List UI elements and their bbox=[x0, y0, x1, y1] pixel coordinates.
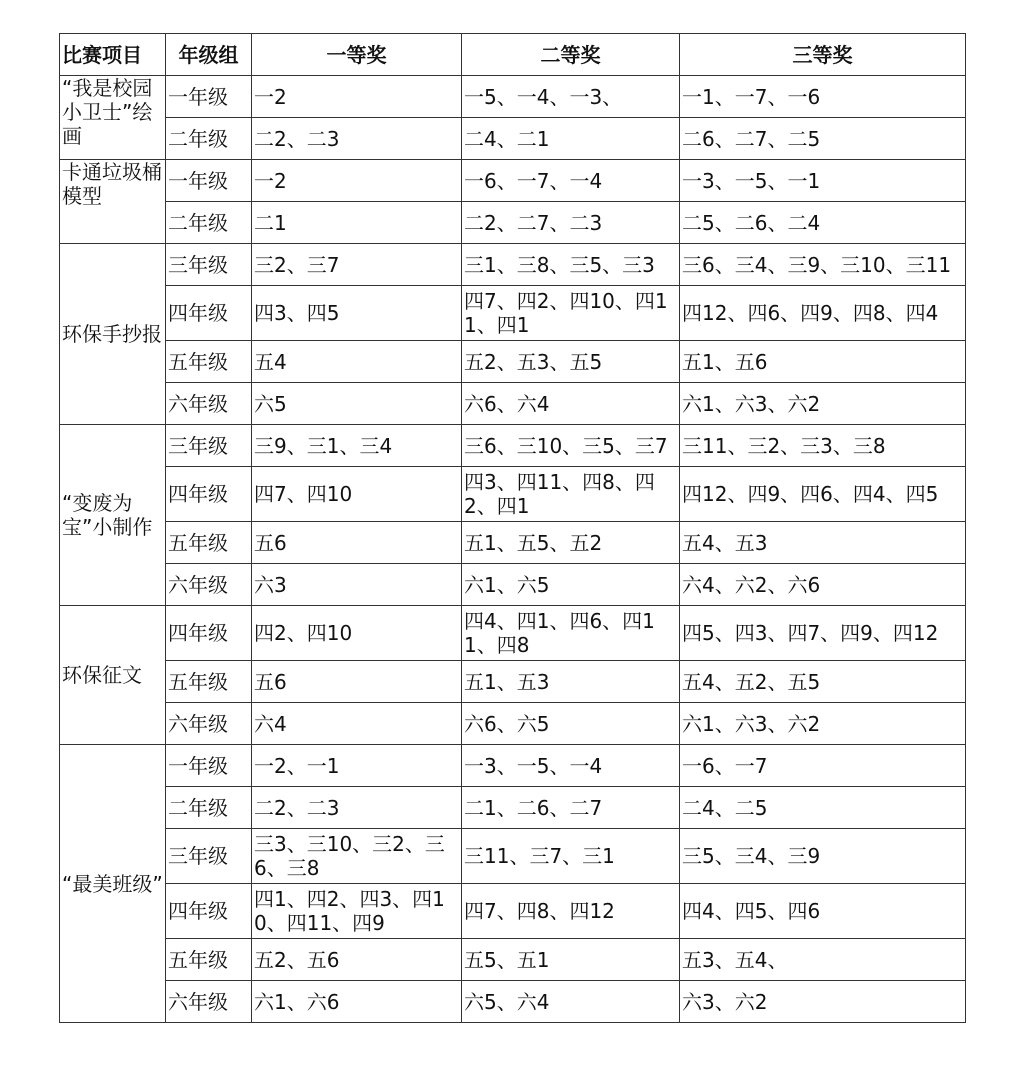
header-second-prize: 二等奖 bbox=[462, 34, 680, 76]
second-prize-cell: 二4、二1 bbox=[462, 118, 680, 160]
header-item: 比赛项目 bbox=[60, 34, 166, 76]
second-prize-cell: 二2、二7、二3 bbox=[462, 202, 680, 244]
grade-cell: 一年级 bbox=[166, 76, 252, 118]
table-row bbox=[60, 884, 966, 939]
first-prize-cell: 一2 bbox=[252, 76, 462, 118]
table-row bbox=[60, 425, 966, 467]
table-row bbox=[60, 341, 966, 383]
third-prize-cell: 六4、六2、六6 bbox=[680, 564, 966, 606]
grade-cell: 三年级 bbox=[166, 425, 252, 467]
item-cell: “最美班级” bbox=[60, 745, 166, 1023]
table-row bbox=[60, 118, 966, 160]
awards-table bbox=[59, 33, 966, 1023]
grade-cell: 四年级 bbox=[166, 467, 252, 522]
second-prize-cell: 三1、三8、三5、三3 bbox=[462, 244, 680, 286]
grade-cell: 二年级 bbox=[166, 202, 252, 244]
second-prize-cell: 六6、六4 bbox=[462, 383, 680, 425]
third-prize-cell: 五4、五3 bbox=[680, 522, 966, 564]
third-prize-cell: 一6、一7 bbox=[680, 745, 966, 787]
grade-cell: 四年级 bbox=[166, 286, 252, 341]
first-prize-cell: 五2、五6 bbox=[252, 939, 462, 981]
second-prize-cell: 四7、四8、四12 bbox=[462, 884, 680, 939]
first-prize-cell: 四1、四2、四3、四10、四11、四9 bbox=[252, 884, 462, 939]
third-prize-cell: 二4、二5 bbox=[680, 787, 966, 829]
first-prize-cell: 五6 bbox=[252, 522, 462, 564]
third-prize-cell: 四12、四6、四9、四8、四4 bbox=[680, 286, 966, 341]
third-prize-cell: 四5、四3、四7、四9、四12 bbox=[680, 606, 966, 661]
first-prize-cell: 四3、四5 bbox=[252, 286, 462, 341]
item-cell: “变废为宝”小制作 bbox=[60, 425, 166, 606]
second-prize-cell: 六6、六5 bbox=[462, 703, 680, 745]
first-prize-cell: 四7、四10 bbox=[252, 467, 462, 522]
grade-cell: 一年级 bbox=[166, 160, 252, 202]
header-row bbox=[60, 34, 966, 76]
third-prize-cell: 六1、六3、六2 bbox=[680, 383, 966, 425]
first-prize-cell: 五4 bbox=[252, 341, 462, 383]
table-row bbox=[60, 286, 966, 341]
second-prize-cell: 二1、二6、二7 bbox=[462, 787, 680, 829]
item-cell: 环保手抄报 bbox=[60, 244, 166, 425]
second-prize-cell: 六1、六5 bbox=[462, 564, 680, 606]
table-row bbox=[60, 829, 966, 884]
grade-cell: 五年级 bbox=[166, 661, 252, 703]
second-prize-cell: 一6、一7、一4 bbox=[462, 160, 680, 202]
third-prize-cell: 四4、四5、四6 bbox=[680, 884, 966, 939]
table-row bbox=[60, 160, 966, 202]
first-prize-cell: 六4 bbox=[252, 703, 462, 745]
first-prize-cell: 一2 bbox=[252, 160, 462, 202]
third-prize-cell: 一3、一5、一1 bbox=[680, 160, 966, 202]
second-prize-cell: 一5、一4、一3、 bbox=[462, 76, 680, 118]
second-prize-cell: 四4、四1、四6、四11、四8 bbox=[462, 606, 680, 661]
grade-cell: 二年级 bbox=[166, 787, 252, 829]
item-cell: 环保征文 bbox=[60, 606, 166, 745]
table-row bbox=[60, 661, 966, 703]
grade-cell: 五年级 bbox=[166, 522, 252, 564]
first-prize-cell: 二2、二3 bbox=[252, 118, 462, 160]
third-prize-cell: 六3、六2 bbox=[680, 981, 966, 1023]
second-prize-cell: 五1、五3 bbox=[462, 661, 680, 703]
third-prize-cell: 五3、五4、 bbox=[680, 939, 966, 981]
table-row bbox=[60, 939, 966, 981]
grade-cell: 六年级 bbox=[166, 981, 252, 1023]
first-prize-cell: 一2、一1 bbox=[252, 745, 462, 787]
grade-cell: 六年级 bbox=[166, 703, 252, 745]
third-prize-cell: 六1、六3、六2 bbox=[680, 703, 966, 745]
third-prize-cell: 一1、一7、一6 bbox=[680, 76, 966, 118]
table-row bbox=[60, 703, 966, 745]
second-prize-cell: 六5、六4 bbox=[462, 981, 680, 1023]
grade-cell: 六年级 bbox=[166, 564, 252, 606]
first-prize-cell: 五6 bbox=[252, 661, 462, 703]
first-prize-cell: 六1、六6 bbox=[252, 981, 462, 1023]
third-prize-cell: 二6、二7、二5 bbox=[680, 118, 966, 160]
table-row bbox=[60, 606, 966, 661]
table-row bbox=[60, 787, 966, 829]
header-third-prize: 三等奖 bbox=[680, 34, 966, 76]
table-row bbox=[60, 564, 966, 606]
third-prize-cell: 三6、三4、三9、三10、三11 bbox=[680, 244, 966, 286]
header-first-prize: 一等奖 bbox=[252, 34, 462, 76]
third-prize-cell: 二5、二6、二4 bbox=[680, 202, 966, 244]
header-grade: 年级组 bbox=[166, 34, 252, 76]
table-row bbox=[60, 244, 966, 286]
grade-cell: 五年级 bbox=[166, 341, 252, 383]
third-prize-cell: 四12、四9、四6、四4、四5 bbox=[680, 467, 966, 522]
second-prize-cell: 三11、三7、三1 bbox=[462, 829, 680, 884]
second-prize-cell: 三6、三10、三5、三7 bbox=[462, 425, 680, 467]
first-prize-cell: 四2、四10 bbox=[252, 606, 462, 661]
second-prize-cell: 五5、五1 bbox=[462, 939, 680, 981]
grade-cell: 六年级 bbox=[166, 383, 252, 425]
grade-cell: 四年级 bbox=[166, 884, 252, 939]
table-row bbox=[60, 981, 966, 1023]
third-prize-cell: 五4、五2、五5 bbox=[680, 661, 966, 703]
second-prize-cell: 五2、五3、五5 bbox=[462, 341, 680, 383]
second-prize-cell: 四3、四11、四8、四2、四1 bbox=[462, 467, 680, 522]
first-prize-cell: 三9、三1、三4 bbox=[252, 425, 462, 467]
grade-cell: 四年级 bbox=[166, 606, 252, 661]
second-prize-cell: 四7、四2、四10、四11、四1 bbox=[462, 286, 680, 341]
table-row bbox=[60, 522, 966, 564]
first-prize-cell: 二2、二3 bbox=[252, 787, 462, 829]
first-prize-cell: 三3、三10、三2、三6、三8 bbox=[252, 829, 462, 884]
table-row bbox=[60, 202, 966, 244]
table-row bbox=[60, 467, 966, 522]
item-cell: 卡通垃圾桶模型 bbox=[60, 160, 166, 244]
grade-cell: 一年级 bbox=[166, 745, 252, 787]
first-prize-cell: 二1 bbox=[252, 202, 462, 244]
first-prize-cell: 三2、三7 bbox=[252, 244, 462, 286]
table-row bbox=[60, 745, 966, 787]
third-prize-cell: 五1、五6 bbox=[680, 341, 966, 383]
table-row bbox=[60, 383, 966, 425]
third-prize-cell: 三5、三4、三9 bbox=[680, 829, 966, 884]
grade-cell: 三年级 bbox=[166, 829, 252, 884]
grade-cell: 二年级 bbox=[166, 118, 252, 160]
grade-cell: 五年级 bbox=[166, 939, 252, 981]
second-prize-cell: 一3、一5、一4 bbox=[462, 745, 680, 787]
first-prize-cell: 六3 bbox=[252, 564, 462, 606]
second-prize-cell: 五1、五5、五2 bbox=[462, 522, 680, 564]
third-prize-cell: 三11、三2、三3、三8 bbox=[680, 425, 966, 467]
first-prize-cell: 六5 bbox=[252, 383, 462, 425]
grade-cell: 三年级 bbox=[166, 244, 252, 286]
item-cell: “我是校园小卫士”绘画 bbox=[60, 76, 166, 160]
table-row bbox=[60, 76, 966, 118]
